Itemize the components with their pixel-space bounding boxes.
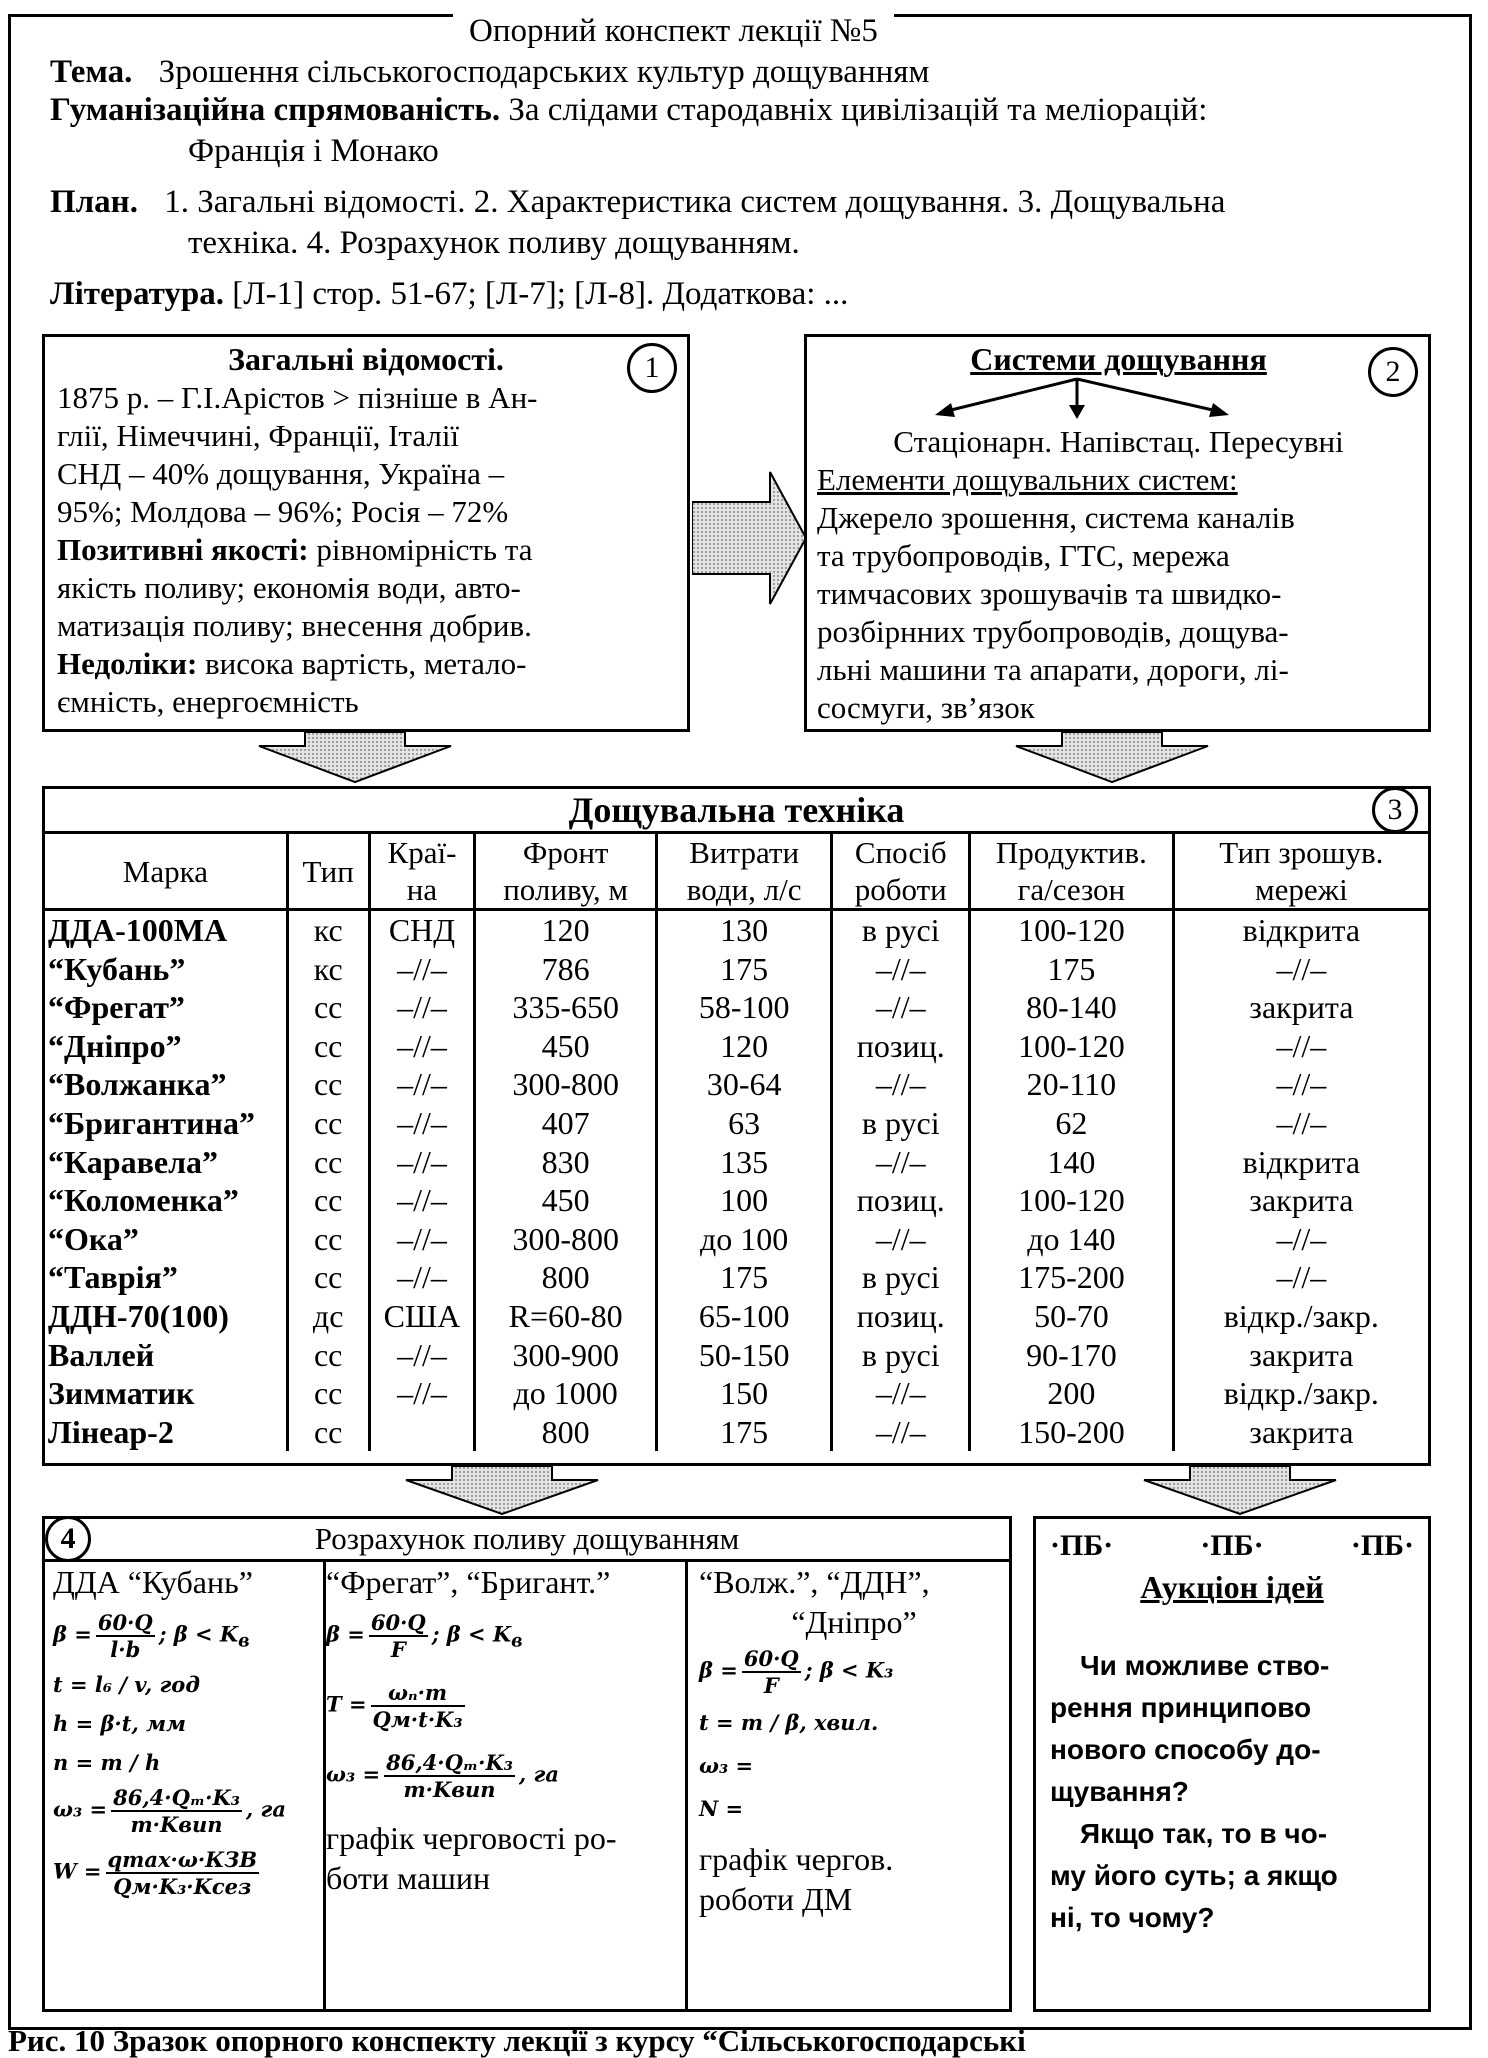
elements-line-6: сосмуги, зв’язок bbox=[817, 690, 1035, 725]
equipment-title: Дощувальна техніка bbox=[45, 789, 1428, 834]
table-cell: –//– bbox=[832, 1065, 970, 1104]
section-number-1: 1 bbox=[627, 343, 677, 393]
table-cell: позиц. bbox=[832, 1297, 970, 1336]
table-cell: 450 bbox=[475, 1027, 657, 1066]
table-cell: 175 bbox=[970, 950, 1174, 989]
note-volzh-line-1: графік чергов. bbox=[699, 1841, 894, 1877]
humanization-line bbox=[50, 90, 1450, 172]
general-line-4: 95%; Молдова – 96%; Росія – 72% bbox=[57, 494, 509, 529]
plan-line bbox=[50, 182, 1470, 264]
calc-head-fregat: “Фрегат”, “Бригант.” bbox=[326, 1564, 611, 1600]
table-cell: –//– bbox=[832, 1220, 970, 1259]
table-cell: кс bbox=[287, 950, 369, 989]
down-arrow-icon-1 bbox=[255, 732, 455, 784]
table-cell: Лінеар-2 bbox=[44, 1413, 288, 1452]
general-info-text bbox=[57, 379, 675, 721]
table-cell: 150 bbox=[656, 1374, 832, 1413]
table-cell: –//– bbox=[832, 988, 970, 1027]
literature-label: Література. bbox=[50, 276, 224, 312]
formula-beta-fregat: β = $\frac{60\cdot Q}{F}$ ; $\beta < K_в$ bbox=[326, 1610, 523, 1662]
general-line-6: якість поливу; економія води, авто- bbox=[57, 570, 521, 605]
elements-line-5: льні машини та апарати, дороги, лі- bbox=[817, 652, 1289, 687]
calc-head-kuban: ДДА “Кубань” bbox=[53, 1564, 253, 1600]
table-cell: –//– bbox=[1173, 1104, 1429, 1143]
table-cell: відкр./закр. bbox=[1173, 1297, 1429, 1336]
table-cell: –//– bbox=[369, 1258, 475, 1297]
table-row bbox=[44, 910, 1430, 950]
ideas-auction-title: Аукціон ідей bbox=[1140, 1569, 1324, 1605]
table-cell: Валлей bbox=[44, 1336, 288, 1375]
table-cell: –//– bbox=[1173, 1065, 1429, 1104]
formula-h-kuban: h = β·t, мм bbox=[53, 1711, 186, 1736]
pb-mark-2: ·ПБ· bbox=[1200, 1529, 1264, 1562]
pb-mark-3: ·ПБ· bbox=[1350, 1529, 1414, 1562]
table-cell: –//– bbox=[832, 1143, 970, 1182]
table-row bbox=[44, 1258, 1430, 1297]
table-cell: 50-70 bbox=[970, 1297, 1174, 1336]
table-cell: закрита bbox=[1173, 988, 1429, 1027]
table-cell: 90-170 bbox=[970, 1336, 1174, 1375]
table-cell: 100-120 bbox=[970, 1027, 1174, 1066]
column-header: Марка bbox=[44, 833, 288, 910]
system-types: Стаціонарн. Напівстац. Пересувні bbox=[893, 424, 1344, 459]
table-cell: 335-650 bbox=[475, 988, 657, 1027]
table-cell: 450 bbox=[475, 1181, 657, 1220]
table-cell: в русі bbox=[832, 1336, 970, 1375]
negative-text: висока вартість, метало- bbox=[205, 646, 527, 681]
table-cell: сс bbox=[287, 1027, 369, 1066]
table-row bbox=[44, 1027, 1430, 1066]
humanization-text: За слідами стародавніх цивілізацій та меліорацій: bbox=[508, 92, 1208, 128]
table-cell: 407 bbox=[475, 1104, 657, 1143]
general-line-1: 1875 р. – Г.І.Арістов > пізніше в Ан- bbox=[57, 380, 538, 415]
negative-label: Недоліки: bbox=[57, 646, 198, 681]
table-cell: 150-200 bbox=[970, 1413, 1174, 1452]
table-row bbox=[44, 988, 1430, 1027]
table-cell: –//– bbox=[1173, 1258, 1429, 1297]
formula-beta-volzh: β = $\frac{60\cdot Q}{F}$ ; β < K₃ bbox=[699, 1646, 894, 1698]
table-cell: –//– bbox=[832, 1413, 970, 1452]
elements-line-1: Джерело зрошення, система каналів bbox=[817, 500, 1295, 535]
formula-t-kuban: t = l₆ / v, год bbox=[53, 1672, 200, 1697]
table-cell: дс bbox=[287, 1297, 369, 1336]
table-cell: “Кубань” bbox=[44, 950, 288, 989]
table-cell: 62 bbox=[970, 1104, 1174, 1143]
section-number-3: 3 bbox=[1372, 787, 1418, 833]
table-cell: R=60-80 bbox=[475, 1297, 657, 1336]
table-cell: 175 bbox=[656, 1258, 832, 1297]
elements-line-2: та трубопроводів, ГТС, мережа bbox=[817, 538, 1230, 573]
ideas-line-1: Чи можливе ство- bbox=[1080, 1650, 1330, 1681]
literature-line bbox=[50, 274, 848, 315]
calc-column-volzh bbox=[691, 1562, 1009, 2009]
table-cell: сс bbox=[287, 1258, 369, 1297]
irrigation-systems-box bbox=[804, 334, 1431, 732]
ideas-line-4: щування? bbox=[1050, 1776, 1189, 1807]
ideas-line-3: нового способу до- bbox=[1050, 1734, 1321, 1765]
column-header: Витрати води, л/с bbox=[656, 833, 832, 910]
table-cell: США bbox=[369, 1297, 475, 1336]
table-cell: 830 bbox=[475, 1143, 657, 1182]
table-cell: сс bbox=[287, 1413, 369, 1452]
table-row bbox=[44, 1065, 1430, 1104]
table-cell: –//– bbox=[1173, 950, 1429, 989]
table-cell: 800 bbox=[475, 1258, 657, 1297]
table-cell bbox=[369, 1413, 475, 1452]
table-cell: сс bbox=[287, 1374, 369, 1413]
table-cell: 65-100 bbox=[656, 1297, 832, 1336]
general-line-3: СНД – 40% дощування, Україна – bbox=[57, 456, 505, 491]
table-cell: закрита bbox=[1173, 1181, 1429, 1220]
table-cell: 140 bbox=[970, 1143, 1174, 1182]
table-cell: відкрита bbox=[1173, 1143, 1429, 1182]
formula-N-volzh: N = bbox=[699, 1796, 744, 1821]
table-cell: “Коломенка” bbox=[44, 1181, 288, 1220]
ideas-line-5: Якщо так, то в чо- bbox=[1080, 1818, 1328, 1849]
calc-head-volzh-1: “Волж.”, “ДДН”, bbox=[699, 1564, 930, 1600]
table-cell: до 140 bbox=[970, 1220, 1174, 1259]
table-cell: –//– bbox=[369, 1065, 475, 1104]
table-cell: –//– bbox=[1173, 1220, 1429, 1259]
table-cell: –//– bbox=[369, 1143, 475, 1182]
plan-text: 1. Загальні відомості. 2. Характеристика систем дощування. 3. Дощувальна bbox=[164, 184, 1226, 220]
equipment-table-header bbox=[44, 833, 1430, 910]
table-cell: “Ока” bbox=[44, 1220, 288, 1259]
right-arrow-icon bbox=[692, 470, 810, 606]
table-cell: –//– bbox=[832, 1374, 970, 1413]
note-fregat-line-2: боти машин bbox=[326, 1860, 491, 1896]
table-cell: 100-120 bbox=[970, 910, 1174, 950]
table-cell: 800 bbox=[475, 1413, 657, 1452]
table-cell: 80-140 bbox=[970, 988, 1174, 1027]
table-cell: відкрита bbox=[1173, 910, 1429, 950]
table-cell: сс bbox=[287, 1181, 369, 1220]
elements-line-3: тимчасових зрошувачів та швидко- bbox=[817, 576, 1282, 611]
ideas-auction-text bbox=[1050, 1645, 1414, 1939]
table-cell: сс bbox=[287, 1065, 369, 1104]
table-cell: “Дніпро” bbox=[44, 1027, 288, 1066]
table-cell: сс bbox=[287, 1104, 369, 1143]
general-line-5 bbox=[57, 531, 675, 569]
table-cell: сс bbox=[287, 988, 369, 1027]
elements-text bbox=[817, 499, 1420, 727]
calculation-box bbox=[42, 1516, 1012, 2012]
elements-title: Елементи дощувальних систем: bbox=[817, 462, 1238, 497]
positive-text: рівномірність та bbox=[316, 532, 533, 567]
table-cell: закрита bbox=[1173, 1413, 1429, 1452]
table-cell: Зимматик bbox=[44, 1374, 288, 1413]
table-cell: 63 bbox=[656, 1104, 832, 1143]
formula-n-kuban: n = m / h bbox=[53, 1750, 161, 1775]
table-cell: 30-64 bbox=[656, 1065, 832, 1104]
table-cell: 200 bbox=[970, 1374, 1174, 1413]
calc-head-volzh-2: “Дніпро” bbox=[791, 1604, 917, 1640]
formula-T-fregat: T = ωₙ·m Qм·t·K₃ bbox=[326, 1680, 463, 1732]
table-cell: 175-200 bbox=[970, 1258, 1174, 1297]
table-cell: 300-800 bbox=[475, 1220, 657, 1259]
table-cell: 175 bbox=[656, 950, 832, 989]
table-cell: 130 bbox=[656, 910, 832, 950]
table-row bbox=[44, 1181, 1430, 1220]
formula-omega-kuban: ω₃ = 86,4·Qₘ·K₃ m·Kвип , га bbox=[53, 1785, 286, 1837]
calc-column-kuban bbox=[45, 1562, 326, 2009]
table-cell: 300-800 bbox=[475, 1065, 657, 1104]
ideas-line-2: рення принципово bbox=[1050, 1692, 1312, 1723]
table-cell: –//– bbox=[369, 1336, 475, 1375]
table-cell: сс bbox=[287, 1220, 369, 1259]
formula-w-kuban: W = qmax·ω·КЗВ Qм·K₃·Kсез bbox=[53, 1847, 258, 1899]
table-cell: –//– bbox=[832, 950, 970, 989]
topic-text: Зрошення сільськогосподарських культур дощуванням bbox=[158, 54, 930, 90]
table-cell: в русі bbox=[832, 1104, 970, 1143]
equipment-table-wrap bbox=[42, 831, 1431, 1463]
general-line-7: матизація поливу; внесення добрив. bbox=[57, 608, 532, 643]
topic-label: Тема. bbox=[50, 54, 133, 90]
column-header: Тип bbox=[287, 833, 369, 910]
note-volzh bbox=[699, 1839, 1009, 1919]
calculation-title: Розрахунок поливу дощуванням bbox=[45, 1519, 1009, 1562]
down-arrow-icon-3 bbox=[402, 1466, 602, 1516]
formula-omega-volzh: ω₃ = bbox=[699, 1753, 754, 1778]
table-cell: –//– bbox=[369, 950, 475, 989]
table-row bbox=[44, 1143, 1430, 1182]
column-header: Продуктив. га/сезон bbox=[970, 833, 1174, 910]
table-cell: ДДА-100МА bbox=[44, 910, 288, 950]
table-cell: 300-900 bbox=[475, 1336, 657, 1375]
table-cell: позиц. bbox=[832, 1027, 970, 1066]
frame-title: Опорний конспект лекції №5 bbox=[453, 13, 894, 49]
column-header: Краї- на bbox=[369, 833, 475, 910]
table-row bbox=[44, 1413, 1430, 1452]
table-cell: в русі bbox=[832, 910, 970, 950]
pb-row bbox=[1050, 1527, 1414, 1565]
down-arrow-icon-2 bbox=[1012, 732, 1212, 784]
general-info-title: Загальні відомості. bbox=[228, 341, 504, 377]
table-row bbox=[44, 950, 1430, 989]
table-cell: ДДН-70(100) bbox=[44, 1297, 288, 1336]
table-cell: СНД bbox=[369, 910, 475, 950]
table-row bbox=[44, 1104, 1430, 1143]
table-cell: “Бригантина” bbox=[44, 1104, 288, 1143]
general-line-2: глії, Німеччині, Франції, Італії bbox=[57, 418, 460, 453]
branch-arrows-icon bbox=[917, 375, 1247, 423]
table-cell: –//– bbox=[369, 1104, 475, 1143]
table-cell: 786 bbox=[475, 950, 657, 989]
figure-caption: Рис. 10 Зразок опорного конспекту лекції з курсу “Сільськогосподарські bbox=[8, 2023, 1026, 2058]
table-row bbox=[44, 1297, 1430, 1336]
general-line-9: ємність, енергоємність bbox=[57, 684, 359, 719]
table-cell: відкр./закр. bbox=[1173, 1374, 1429, 1413]
table-cell: 175 bbox=[656, 1413, 832, 1452]
section-number-2: 2 bbox=[1368, 347, 1418, 397]
ideas-auction-box bbox=[1033, 1516, 1431, 2012]
formula-omega-fregat: ω₃ = 86,4·Qₘ·K₃ m·Kвип , га bbox=[326, 1750, 559, 1802]
table-cell: 100-120 bbox=[970, 1181, 1174, 1220]
pb-mark-1: ·ПБ· bbox=[1050, 1529, 1114, 1562]
table-cell: позиц. bbox=[832, 1181, 970, 1220]
ideas-line-7: ні, то чому? bbox=[1050, 1902, 1215, 1933]
table-cell: 120 bbox=[475, 910, 657, 950]
formula-beta-kuban: β = $\frac{60\cdot Q}{l\cdot b}$ ; $\beta < K_в$ bbox=[53, 1610, 250, 1662]
note-fregat bbox=[326, 1818, 685, 1898]
table-cell: “Фрегат” bbox=[44, 988, 288, 1027]
table-cell: –//– bbox=[369, 1220, 475, 1259]
equipment-table bbox=[42, 831, 1431, 1451]
table-cell: –//– bbox=[1173, 1027, 1429, 1066]
topic-line bbox=[50, 52, 929, 93]
table-cell: –//– bbox=[369, 1181, 475, 1220]
table-cell: “Таврія” bbox=[44, 1258, 288, 1297]
table-cell: “Волжанка” bbox=[44, 1065, 288, 1104]
column-header: Спосіб роботи bbox=[832, 833, 970, 910]
column-header: Тип зрошув. мережі bbox=[1173, 833, 1429, 910]
table-cell: закрита bbox=[1173, 1336, 1429, 1375]
general-line-8 bbox=[57, 645, 675, 683]
elements-line-4: розбірнних трубопроводів, дощува- bbox=[817, 614, 1289, 649]
literature-text: [Л-1] стор. 51-67; [Л-7]; [Л-8]. Додаткова: ... bbox=[232, 276, 849, 312]
down-arrow-icon-4 bbox=[1140, 1466, 1340, 1516]
section-number-4: 4 bbox=[45, 1516, 91, 1562]
equipment-box bbox=[42, 786, 1431, 1466]
table-cell: до 100 bbox=[656, 1220, 832, 1259]
general-info-box bbox=[42, 334, 690, 732]
note-volzh-line-2: роботи ДМ bbox=[699, 1881, 853, 1917]
humanization-text-2: Франція і Монако bbox=[188, 133, 439, 169]
table-cell: в русі bbox=[832, 1258, 970, 1297]
irrigation-systems-title: Системи дощування bbox=[970, 341, 1267, 377]
table-cell: “Каравела” bbox=[44, 1143, 288, 1182]
ideas-line-6: му його суть; а якщо bbox=[1050, 1860, 1338, 1891]
table-cell: –//– bbox=[369, 1027, 475, 1066]
table-cell: 135 bbox=[656, 1143, 832, 1182]
table-cell: сс bbox=[287, 1336, 369, 1375]
table-cell: 50-150 bbox=[656, 1336, 832, 1375]
table-cell: сс bbox=[287, 1143, 369, 1182]
table-row bbox=[44, 1374, 1430, 1413]
table-cell: –//– bbox=[369, 1374, 475, 1413]
table-cell: кс bbox=[287, 910, 369, 950]
table-cell: –//– bbox=[369, 988, 475, 1027]
plan-text-2: техніка. 4. Розрахунок поливу дощуванням. bbox=[188, 225, 800, 261]
plan-label: План. bbox=[50, 184, 138, 220]
table-cell: 120 bbox=[656, 1027, 832, 1066]
table-cell: 20-110 bbox=[970, 1065, 1174, 1104]
table-cell: 58-100 bbox=[656, 988, 832, 1027]
humanization-label: Гуманізаційна спрямованість. bbox=[50, 92, 501, 128]
calc-column-fregat bbox=[318, 1562, 688, 2009]
column-header: Фронт поливу, м bbox=[475, 833, 657, 910]
table-cell: до 1000 bbox=[475, 1374, 657, 1413]
positive-label: Позитивні якості: bbox=[57, 532, 309, 567]
formula-t-volzh: t = m / β, хвил. bbox=[699, 1710, 879, 1735]
table-row bbox=[44, 1220, 1430, 1259]
table-cell: 100 bbox=[656, 1181, 832, 1220]
note-fregat-line-1: графік черговості ро- bbox=[326, 1820, 617, 1856]
table-row bbox=[44, 1336, 1430, 1375]
